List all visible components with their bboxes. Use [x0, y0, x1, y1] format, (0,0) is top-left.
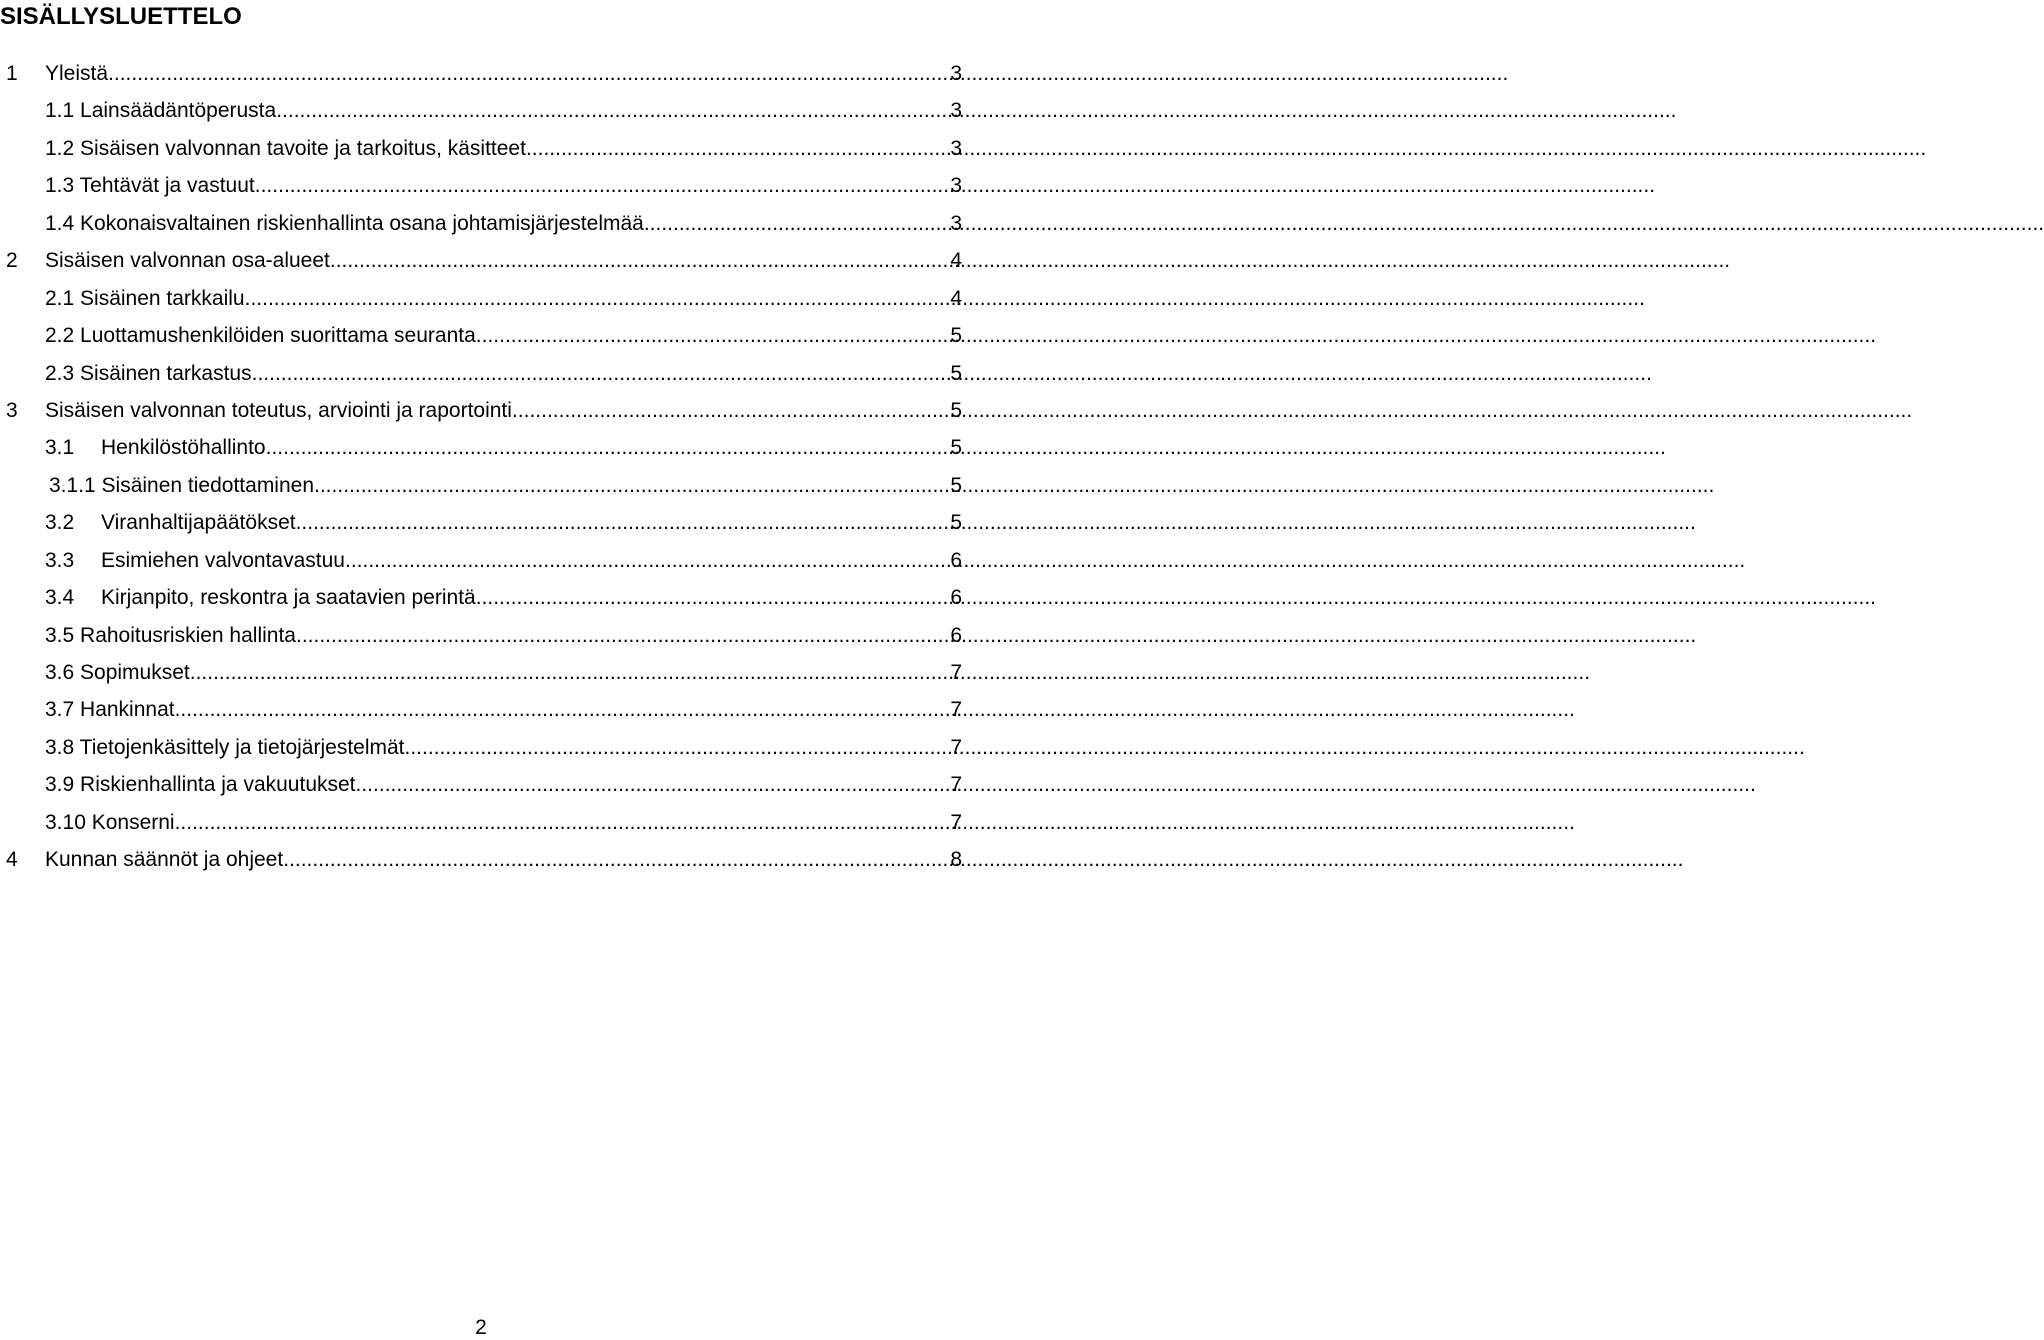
toc-dot-leader	[245, 280, 950, 317]
toc-dot-leader	[345, 542, 949, 579]
toc-dot-leader	[296, 504, 950, 541]
toc-entry-page: 6	[950, 586, 962, 610]
toc-dot-leader	[190, 654, 950, 691]
toc-dot-leader	[175, 804, 950, 841]
toc-entry-link[interactable]	[45, 280, 962, 317]
toc-entry	[0, 691, 962, 728]
toc-entry-title: 3.8 Tietojenkäsittely ja tietojärjestelmät	[45, 735, 405, 759]
toc-entry-title: 3.5 Rahoitusriskien hallinta	[45, 623, 296, 647]
toc-dot-leader	[175, 691, 950, 728]
toc-entry-link[interactable]	[45, 55, 962, 92]
toc-entry	[0, 617, 962, 654]
toc-dot-leader	[526, 130, 949, 167]
toc-dot-leader	[512, 392, 949, 429]
toc-entry-link[interactable]	[101, 504, 962, 541]
toc-entry-title: 3.9 Riskienhallinta ja vakuutukset	[45, 773, 356, 797]
toc-entry-title: Viranhaltijapäätökset	[101, 511, 296, 535]
toc-entry-link[interactable]	[45, 654, 962, 691]
toc-dot-leader	[405, 729, 950, 766]
toc-entry-page: 7	[950, 735, 962, 759]
toc-dot-leader	[276, 92, 949, 129]
toc-entry-page: 8	[950, 848, 962, 872]
toc-entry-link[interactable]	[49, 467, 962, 504]
toc-entry	[0, 355, 962, 392]
toc-entry	[0, 504, 962, 541]
toc-entry-title: 3.6 Sopimukset	[45, 661, 190, 684]
toc-entry-page: 4	[950, 249, 962, 273]
table-of-contents	[0, 55, 962, 879]
toc-entry	[0, 429, 962, 466]
toc-entry-page: 3	[950, 99, 962, 123]
toc-entry-number: 3.4	[45, 586, 75, 610]
toc-entry-title: Yleistä	[45, 62, 109, 85]
toc-entry	[0, 654, 962, 691]
toc-entry-title: 1.1 Lainsäädäntöperusta	[45, 99, 277, 123]
toc-entry-link[interactable]	[45, 242, 962, 279]
toc-entry-page: 5	[950, 436, 962, 460]
toc-entry-title: Sisäisen valvonnan osa-alueet	[45, 249, 330, 273]
toc-entry	[0, 130, 962, 167]
toc-entry	[0, 205, 962, 242]
toc-entry-number: 3	[6, 398, 18, 422]
toc-entry-page: 4	[950, 286, 962, 310]
toc-entry-link[interactable]	[101, 542, 962, 579]
toc-dot-leader	[283, 841, 949, 878]
toc-entry	[0, 392, 962, 429]
toc-entry-page: 7	[950, 698, 962, 722]
toc-entry-page: 3	[950, 136, 962, 160]
toc-entry-title: 2.1 Sisäinen tarkkailu	[45, 286, 245, 310]
toc-entry-page: 7	[950, 661, 962, 684]
toc-entry-page: 3	[950, 174, 962, 198]
toc-entry-page: 3	[950, 62, 962, 85]
toc-entry-link[interactable]	[45, 691, 962, 728]
toc-dot-leader	[266, 429, 950, 466]
toc-dot-leader	[330, 242, 949, 279]
toc-entry-number: 3.2	[45, 511, 75, 535]
toc-entry-link[interactable]	[45, 766, 962, 803]
toc-entry	[0, 542, 962, 579]
toc-entry-page: 7	[950, 810, 962, 834]
toc-entry-page: 3	[950, 211, 962, 235]
toc-entry-title: Esimiehen valvontavastuu	[101, 548, 345, 572]
toc-dot-leader	[356, 766, 950, 803]
toc-dot-leader	[296, 617, 949, 654]
toc-entry-link[interactable]	[45, 205, 962, 242]
page-title: SISÄLLYSLUETTELO	[0, 3, 242, 30]
toc-entry	[0, 317, 962, 354]
toc-entry	[0, 804, 962, 841]
toc-entry-title: Kirjanpito, reskontra ja saatavien perintä	[101, 586, 476, 610]
toc-entry-title: 3.10 Konserni	[45, 810, 175, 834]
toc-entry-number: 2	[6, 249, 18, 273]
toc-entry	[0, 766, 962, 803]
toc-dot-leader	[108, 55, 949, 92]
toc-entry-number: 3.1	[45, 436, 75, 460]
toc-dot-leader	[255, 167, 950, 204]
toc-entry-page: 5	[950, 473, 962, 497]
toc-entry-link[interactable]	[45, 355, 962, 392]
toc-entry	[0, 242, 962, 279]
toc-entry-link[interactable]	[45, 317, 962, 354]
toc-entry-title: 2.2 Luottamushenkilöiden suorittama seuranta	[45, 324, 476, 348]
toc-entry	[0, 280, 962, 317]
toc-entry	[0, 167, 962, 204]
toc-entry-link[interactable]	[45, 92, 962, 129]
toc-entry-title: Henkilöstöhallinto	[101, 436, 266, 460]
toc-entry	[0, 92, 962, 129]
toc-dot-leader	[314, 467, 949, 504]
toc-entry-link[interactable]	[45, 392, 962, 429]
toc-entry-page: 5	[950, 511, 962, 535]
toc-entry-link[interactable]	[45, 130, 962, 167]
toc-entry-title: 2.3 Sisäinen tarkastus	[45, 361, 252, 385]
toc-entry-title: 1.2 Sisäisen valvonnan tavoite ja tarkoitus, käsitteet	[45, 136, 526, 160]
toc-entry-title: Sisäisen valvonnan toteutus, arviointi ja raportointi	[45, 398, 512, 422]
toc-entry-page: 5	[950, 361, 962, 385]
toc-entry-number: 4	[6, 848, 18, 872]
toc-dot-leader	[476, 579, 950, 616]
toc-entry-number: 1	[6, 62, 18, 85]
toc-entry-title: 3.1.1 Sisäinen tiedottaminen	[49, 473, 315, 497]
toc-entry	[0, 579, 962, 616]
toc-entry-link[interactable]	[45, 617, 962, 654]
toc-entry	[0, 841, 962, 878]
toc-entry-title: 3.7 Hankinnat	[45, 698, 175, 722]
toc-entry-link[interactable]	[101, 579, 962, 616]
toc-entry-title: 1.3 Tehtävät ja vastuut	[45, 174, 255, 198]
toc-entry-page: 5	[950, 398, 962, 422]
toc-entry-page: 5	[950, 324, 962, 348]
toc-entry-link[interactable]	[45, 804, 962, 841]
toc-entry-page: 6	[950, 623, 962, 647]
toc-entry-link[interactable]	[45, 841, 962, 878]
toc-entry	[0, 729, 962, 766]
page-number: 2	[475, 1316, 487, 1339]
toc-entry-title: Kunnan säännöt ja ohjeet	[45, 848, 284, 872]
toc-entry-title: 1.4 Kokonaisvaltainen riskienhallinta osana johtamisjärjestelmää	[45, 211, 644, 235]
toc-entry-number: 3.3	[45, 548, 75, 572]
toc-entry	[0, 467, 962, 504]
toc-entry-page: 6	[950, 548, 962, 572]
toc-dot-leader	[252, 355, 950, 392]
toc-entry-link[interactable]	[45, 167, 962, 204]
toc-dot-leader	[476, 317, 950, 354]
toc-entry-link[interactable]	[101, 429, 962, 466]
toc-entry-link[interactable]	[45, 729, 962, 766]
toc-dot-leader	[644, 205, 949, 242]
toc-entry	[0, 55, 962, 92]
toc-entry-page: 7	[950, 773, 962, 797]
